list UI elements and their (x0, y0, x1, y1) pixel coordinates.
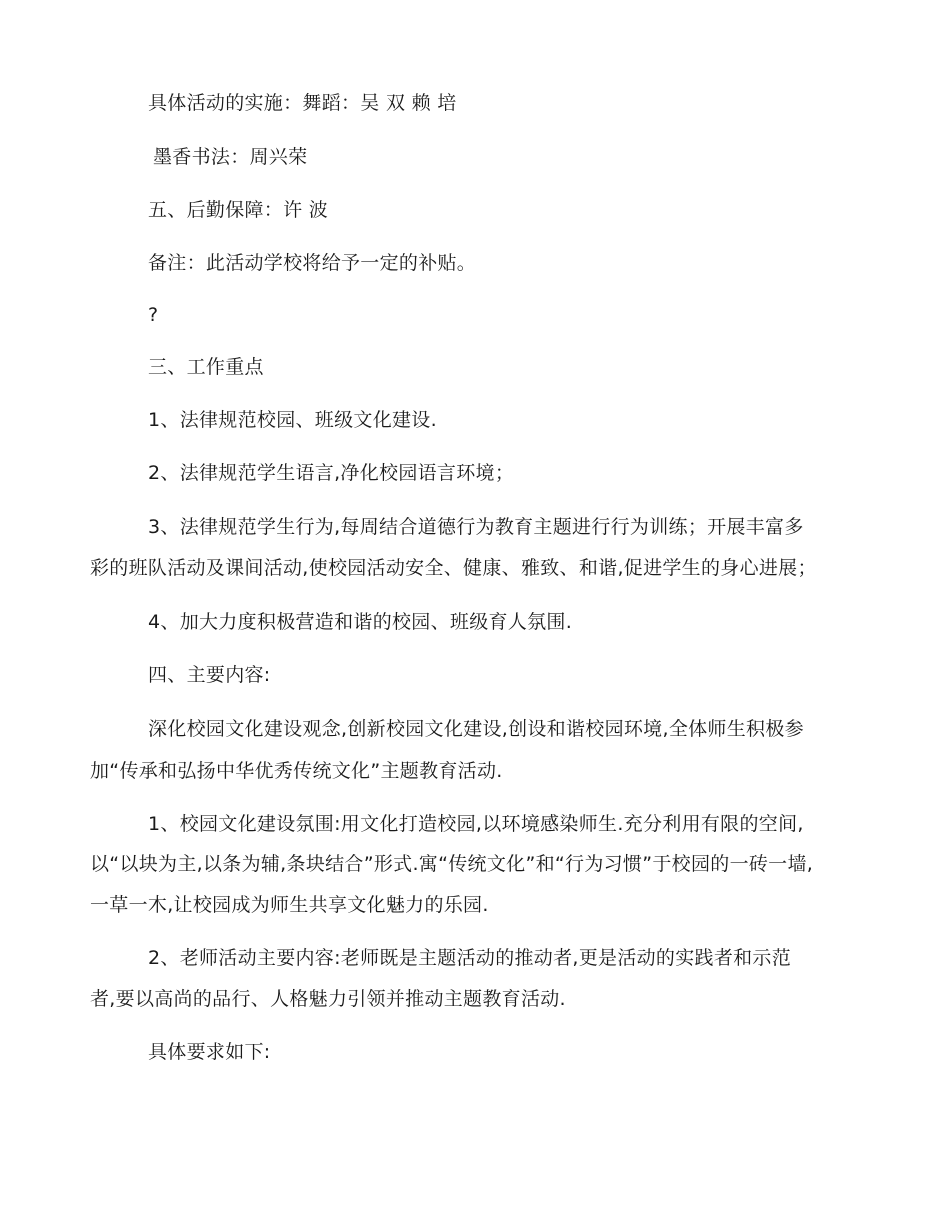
focus-item-3-line-2: 彩的班队活动及课间活动,使校园活动安全、健康、雅致、和谐,促进学生的身心进展； (90, 557, 817, 579)
note-line: 备注：此活动学校将给予一定的补贴。 (148, 252, 477, 274)
focus-item-1: 1、法律规范校园、班级文化建设. (148, 409, 437, 431)
section-heading-work-focus: 三、工作重点 (148, 356, 264, 378)
section-heading-main-content: 四、主要内容: (148, 664, 271, 686)
culture-item-line-2: 以“以块为主,以条为辅,条块结合”形式.寓“传统文化”和“行为习惯”于校园的一砖一墙, (90, 853, 814, 875)
calligraphy-line: 墨香书法：周兴荣 (153, 146, 308, 168)
focus-item-3-line-1: 3、法律规范学生行为,每周结合道德行为教育主题进行行为训练；开展丰富多 (148, 516, 804, 538)
stray-question-mark: ? (148, 304, 159, 326)
requirements-heading: 具体要求如下: (148, 1041, 271, 1063)
main-content-para-line-2: 加“传承和弘扬中华优秀传统文化”主题教育活动. (90, 760, 503, 782)
focus-item-2: 2、法律规范学生语言,净化校园语言环境； (148, 462, 515, 484)
teacher-item-line-2: 者,要以高尚的品行、人格魅力引领并推动主题教育活动. (90, 988, 566, 1010)
focus-item-4: 4、加大力度积极营造和谐的校园、班级育人氛围. (148, 611, 573, 633)
activity-implementation-line: 具体活动的实施：舞蹈：吴 双 赖 培 (148, 92, 457, 114)
main-content-para-line-1: 深化校园文化建设观念,创新校园文化建设,创设和谐校园环境,全体师生积极参 (148, 718, 804, 740)
culture-item-line-3: 一草一木,让校园成为师生共享文化魅力的乐园. (90, 894, 489, 916)
logistics-line: 五、后勤保障：许 波 (148, 199, 329, 221)
teacher-item-line-1: 2、老师活动主要内容:老师既是主题活动的推动者,更是活动的实践者和示范 (148, 947, 792, 969)
culture-item-line-1: 1、校园文化建设氛围:用文化打造校园,以环境感染师生.充分利用有限的空间, (148, 813, 804, 835)
